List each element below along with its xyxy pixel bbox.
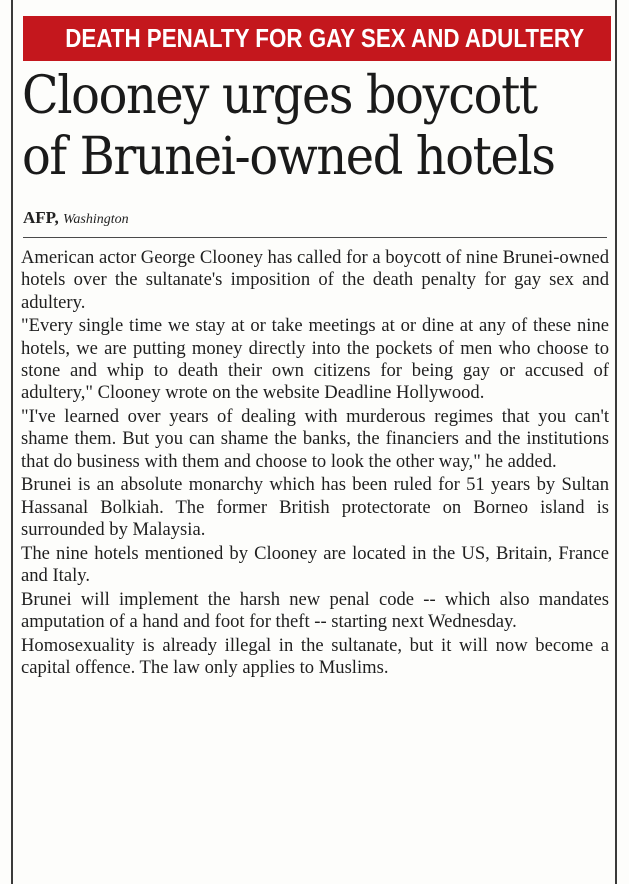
headline-line-2: of Brunei-owned hotels <box>22 127 555 187</box>
paragraph-3: "I've learned over years of dealing with murderous regimes that you can't shame them. But you can shame the banks, the financiers and the institutions that do business with them and choose to look the other way," he added. <box>21 406 609 472</box>
paragraph-1: American actor George Clooney has called for a boycott of nine Brunei-owned hotels over the sultanate's imposition of the death penalty for gay sex and adultery. <box>21 247 609 313</box>
byline-agency: AFP, <box>23 208 59 227</box>
paragraph-7: Homosexuality is already illegal in the sultanate, but it will now become a capital offence. The law only applies to Muslims. <box>21 635 609 679</box>
article-body <box>21 247 609 681</box>
byline-place: Washington <box>63 212 129 227</box>
byline-divider <box>23 237 607 238</box>
paragraph-2: "Every single time we stay at or take meetings at or dine at any of these nine hotels, we are putting money directly into the pockets of men who choose to stone and whip to death their own citizens for being gay or accused of adultery," Clooney wrote on the website Deadline Hollywood. <box>21 315 609 404</box>
paragraph-4: Brunei is an absolute monarchy which has been ruled for 51 years by Sultan Hassanal Bolkiah. The former British protectorate on Borneo island is surrounded by Malaysia. <box>21 474 609 541</box>
kicker-banner <box>23 16 611 61</box>
kicker-text: DEATH PENALTY FOR GAY SEX AND ADULTERY <box>65 23 585 53</box>
paragraph-5: The nine hotels mentioned by Clooney are located in the US, Britain, France and Italy. <box>21 542 609 587</box>
byline <box>23 208 129 228</box>
headline-line-1: Clooney urges boycott <box>22 66 537 126</box>
paragraph-6: Brunei will implement the harsh new penal code -- which also mandates amputation of a hand and foot for theft -- starting next Wednesday. <box>21 588 609 633</box>
left-column-rule <box>11 0 13 884</box>
headline <box>22 66 617 188</box>
